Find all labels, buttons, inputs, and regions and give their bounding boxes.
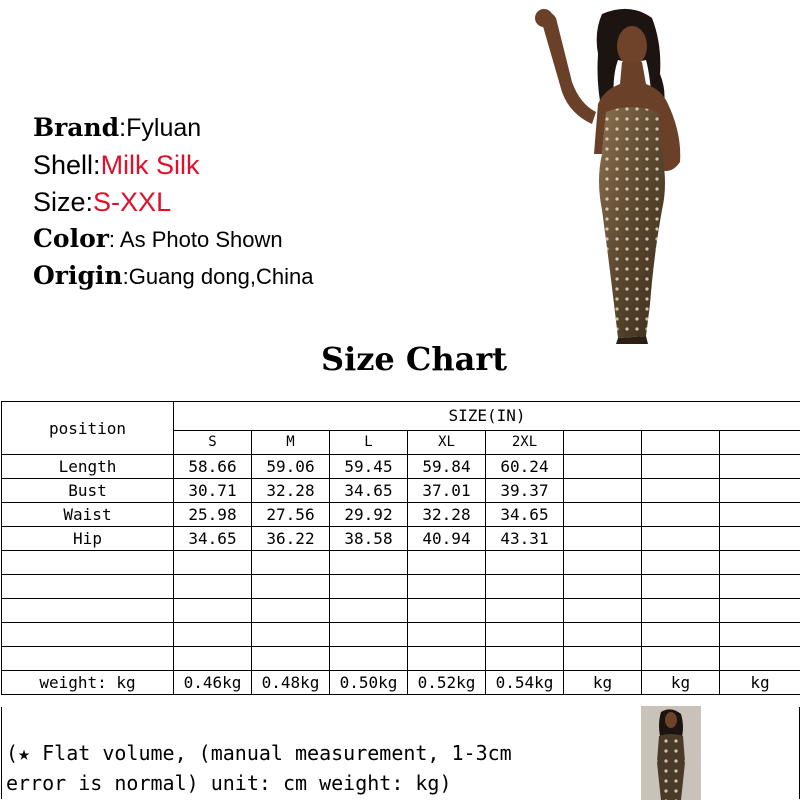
table-cell: 60.24: [486, 455, 564, 479]
empty-cell: [720, 623, 800, 647]
weight-cell: 0.46kg: [174, 671, 252, 695]
size-chart-table: [1, 401, 800, 695]
spec-shell-sep: :: [93, 150, 101, 180]
note-line: error is normal) unit: cm weight: kg): [6, 771, 452, 795]
table-row: [2, 503, 800, 527]
empty-cell: [486, 551, 564, 575]
empty-cell: [2, 647, 174, 671]
row-label: Length: [2, 455, 174, 479]
table-cell: 34.65: [174, 527, 252, 551]
empty-cell: [408, 647, 486, 671]
weight-cell: 0.52kg: [408, 671, 486, 695]
spec-brand-key: Brand: [33, 113, 120, 142]
spec-size-sep: :: [85, 187, 94, 217]
table-cell: 59.84: [408, 455, 486, 479]
size-label: 2XL: [486, 430, 564, 454]
empty-cell: [330, 647, 408, 671]
empty-cell: [174, 599, 252, 623]
spec-origin-key: Origin: [33, 261, 123, 290]
weight-row: [2, 671, 800, 695]
table-cell: [720, 479, 800, 503]
empty-cell: [642, 551, 720, 575]
table-cell: 39.37: [486, 479, 564, 503]
size-chart-title: Size Chart: [320, 340, 508, 378]
table-row: [2, 527, 800, 551]
size-label: [642, 430, 720, 454]
weight-cell: kg: [564, 671, 642, 695]
table-cell: [642, 527, 720, 551]
empty-cell: [252, 599, 330, 623]
empty-cell: [642, 623, 720, 647]
table-cell: 43.31: [486, 527, 564, 551]
empty-cell: [408, 551, 486, 575]
empty-cell: [720, 647, 800, 671]
table-cell: 29.92: [330, 503, 408, 527]
empty-cell: [408, 599, 486, 623]
empty-cell: [330, 623, 408, 647]
table-cell: [642, 503, 720, 527]
empty-cell: [408, 623, 486, 647]
table-cell: [642, 479, 720, 503]
measurement-note: [6, 738, 646, 798]
empty-cell: [330, 599, 408, 623]
table-cell: 34.65: [330, 479, 408, 503]
table-cell: [720, 455, 800, 479]
empty-cell: [174, 623, 252, 647]
empty-cell: [642, 647, 720, 671]
empty-cell: [564, 647, 642, 671]
spec-origin-value: :Guang dong,China: [122, 264, 314, 289]
table-cell: [564, 455, 642, 479]
spec-brand-value: :Fyluan: [119, 114, 202, 142]
empty-row: [2, 623, 800, 647]
empty-cell: [564, 599, 642, 623]
table-cell: 27.56: [252, 503, 330, 527]
size-label: L: [330, 430, 408, 454]
spec-shell: [33, 149, 313, 186]
empty-cell: [2, 551, 174, 575]
product-specs: [33, 112, 313, 297]
empty-cell: [174, 551, 252, 575]
empty-cell: [720, 551, 800, 575]
empty-cell: [564, 575, 642, 599]
spec-size-key: Size: [33, 187, 86, 217]
table-cell: 30.71: [174, 479, 252, 503]
empty-cell: [720, 575, 800, 599]
weight-cell: 0.50kg: [330, 671, 408, 695]
table-cell: 25.98: [174, 503, 252, 527]
spec-origin: [33, 260, 313, 297]
thumbnail-photo: [641, 706, 701, 800]
table-cell: 59.45: [330, 455, 408, 479]
empty-cell: [720, 599, 800, 623]
empty-row: [2, 647, 800, 671]
empty-cell: [252, 575, 330, 599]
empty-cell: [2, 599, 174, 623]
table-cell: [564, 503, 642, 527]
spec-size-value: S-XXL: [93, 187, 172, 217]
empty-cell: [330, 575, 408, 599]
table-cell: 37.01: [408, 479, 486, 503]
empty-cell: [486, 599, 564, 623]
table-cell: [720, 527, 800, 551]
empty-cell: [486, 647, 564, 671]
empty-cell: [2, 575, 174, 599]
size-label: [564, 430, 642, 454]
spec-color-key: Color: [33, 224, 109, 253]
empty-cell: [408, 575, 486, 599]
table-cell: 59.06: [252, 455, 330, 479]
note-line: (★ Flat volume, (manual measurement, 1-3cm: [6, 741, 512, 765]
empty-cell: [174, 575, 252, 599]
table-cell: 34.65: [486, 503, 564, 527]
empty-cell: [642, 599, 720, 623]
table-header-row: [2, 402, 800, 431]
model-photo: [522, 4, 712, 346]
spec-shell-value: Milk Silk: [100, 150, 200, 180]
weight-cell: 0.54kg: [486, 671, 564, 695]
table-cell: 38.58: [330, 527, 408, 551]
row-label: Bust: [2, 479, 174, 503]
empty-row: [2, 575, 800, 599]
table-cell: [642, 455, 720, 479]
table-cell: 32.28: [408, 503, 486, 527]
table-cell: [564, 479, 642, 503]
empty-cell: [252, 551, 330, 575]
empty-cell: [330, 551, 408, 575]
empty-cell: [252, 647, 330, 671]
size-label: M: [252, 430, 330, 454]
empty-cell: [642, 575, 720, 599]
empty-cell: [174, 647, 252, 671]
spec-color: [33, 223, 313, 260]
row-label: Waist: [2, 503, 174, 527]
spec-size: [33, 186, 313, 223]
table-cell: [720, 503, 800, 527]
weight-cell: kg: [642, 671, 720, 695]
table-row: [2, 455, 800, 479]
empty-cell: [486, 623, 564, 647]
size-label: XL: [408, 430, 486, 454]
size-label: S: [174, 430, 252, 454]
size-unit-header: SIZE(IN): [174, 402, 800, 431]
empty-cell: [252, 623, 330, 647]
weight-cell: kg: [720, 671, 800, 695]
spec-shell-key: Shell: [33, 150, 94, 180]
empty-cell: [2, 623, 174, 647]
weight-cell: 0.48kg: [252, 671, 330, 695]
table-cell: 58.66: [174, 455, 252, 479]
empty-row: [2, 551, 800, 575]
empty-cell: [486, 575, 564, 599]
empty-cell: [564, 551, 642, 575]
size-label: [720, 430, 800, 454]
spec-brand: [33, 112, 313, 149]
table-cell: [564, 527, 642, 551]
row-label: Hip: [2, 527, 174, 551]
weight-label: weight: kg: [2, 671, 174, 695]
table-cell: 40.94: [408, 527, 486, 551]
position-header: position: [2, 402, 174, 455]
table-row: [2, 479, 800, 503]
table-cell: 32.28: [252, 479, 330, 503]
empty-row: [2, 599, 800, 623]
empty-cell: [564, 623, 642, 647]
table-cell: 36.22: [252, 527, 330, 551]
spec-color-value: : As Photo Shown: [108, 227, 283, 252]
